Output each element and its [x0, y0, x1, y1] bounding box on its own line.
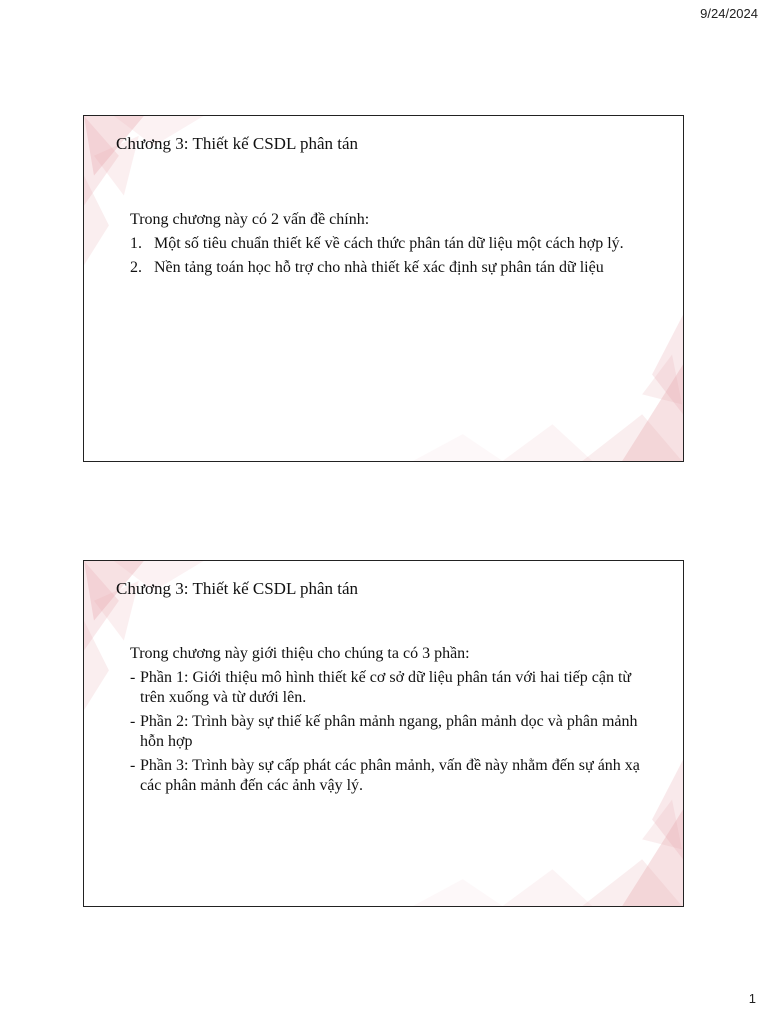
slide-1	[83, 115, 684, 462]
bullet-item	[130, 756, 650, 796]
item-text: Một số tiêu chuẩn thiết kế về cách thức phân tán dữ liệu một cách hợp lý.	[154, 235, 624, 252]
slide-title: Chương 3: Thiết kế CSDL phân tán	[116, 134, 359, 153]
numbered-item	[130, 258, 650, 278]
bullet-item	[130, 712, 650, 752]
bullet-marker: -	[130, 713, 136, 730]
bullet-item	[130, 668, 650, 708]
item-text: Phần 1: Giới thiệu mô hình thiết kế cơ sở dữ liệu phân tán với hai tiếp cận từ trên xuống và từ dưới lên.	[140, 669, 632, 706]
intro-text: Trong chương này có 2 vấn đề chính:	[130, 211, 370, 228]
slide-body	[130, 210, 650, 282]
item-text: Nền tảng toán học hỗ trợ cho nhà thiết kế xác định sự phân tán dữ liệu	[154, 259, 604, 276]
slide-body	[130, 644, 650, 800]
item-number: 2.	[130, 259, 142, 276]
polygon-background-decoration	[84, 116, 683, 461]
item-text: Phần 2: Trình bày sự thiế kế phân mảnh ngang, phân mảnh dọc và phân mảnh hỗn hợp	[140, 713, 638, 750]
page-number: 1	[748, 991, 756, 1006]
intro-text: Trong chương này giới thiệu cho chúng ta có 3 phần:	[130, 645, 470, 662]
numbered-item	[130, 234, 650, 254]
bullet-marker: -	[130, 669, 136, 686]
item-text: Phần 3: Trình bày sự cấp phát các phân mảnh, vấn đề này nhằm đến sự ánh xạ các phân mảnh đến các ảnh vậy lý.	[140, 757, 640, 794]
slide-title: Chương 3: Thiết kế CSDL phân tán	[116, 579, 359, 598]
item-number: 1.	[130, 235, 142, 252]
bullet-marker: -	[130, 757, 136, 774]
page-date: 9/24/2024	[700, 6, 758, 21]
slide-2	[83, 560, 684, 907]
